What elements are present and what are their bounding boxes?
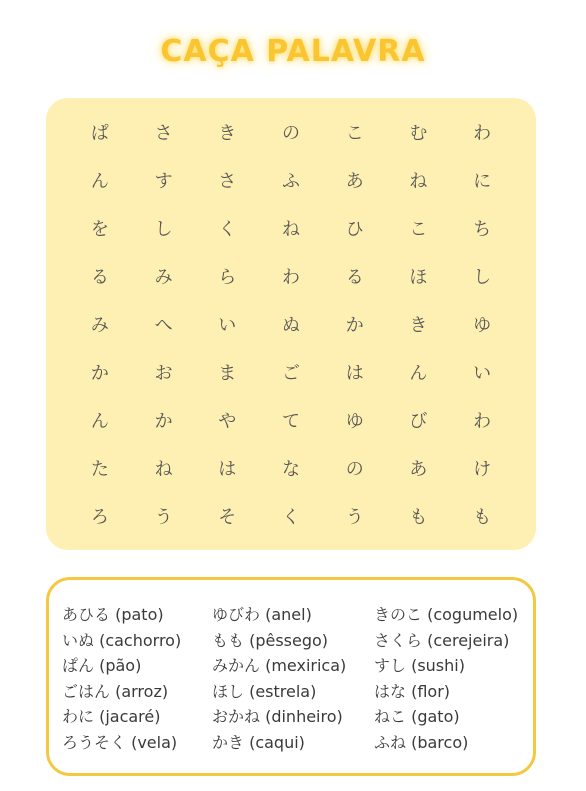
word-list-item: ごはん (arroz) <box>62 681 169 701</box>
grid-cell[interactable]: な <box>281 459 300 480</box>
grid-cell[interactable]: ご <box>281 363 300 384</box>
grid-cell[interactable]: ち <box>473 219 492 240</box>
grid-cell[interactable]: そ <box>218 507 237 528</box>
grid-cell[interactable]: き <box>409 315 428 336</box>
word-list-item: はな (flor) <box>374 681 451 701</box>
grid-cell[interactable]: へ <box>154 315 173 336</box>
word-list-item: いぬ (cachorro) <box>62 630 182 650</box>
word-list-item: かき (caqui) <box>212 732 305 752</box>
grid-cell[interactable]: の <box>345 459 364 480</box>
grid-cell[interactable]: こ <box>409 219 428 240</box>
grid-cell[interactable]: ほ <box>409 267 428 288</box>
grid-cell[interactable]: す <box>154 171 173 192</box>
grid-cell[interactable]: の <box>281 123 300 144</box>
grid-cell[interactable]: か <box>345 315 364 336</box>
grid-cell[interactable]: ひ <box>345 219 364 240</box>
grid-cell[interactable]: ゆ <box>473 315 492 336</box>
word-list-item: ねこ (gato) <box>374 707 460 726</box>
grid-cell[interactable]: た <box>90 459 109 480</box>
grid-cell[interactable]: む <box>409 123 428 144</box>
grid-cell[interactable]: ん <box>90 171 109 192</box>
grid-cell[interactable]: い <box>473 363 492 384</box>
letter-grid-panel <box>46 98 536 550</box>
grid-cell[interactable]: く <box>281 507 300 528</box>
grid-cell[interactable]: ぱ <box>90 123 109 144</box>
grid-cell[interactable]: び <box>409 411 428 432</box>
grid-cell[interactable]: わ <box>473 411 492 432</box>
grid-cell[interactable]: て <box>281 411 300 432</box>
letter-grid <box>68 108 514 540</box>
grid-cell[interactable]: み <box>154 267 173 288</box>
word-list <box>62 602 532 755</box>
grid-cell[interactable]: る <box>90 267 109 288</box>
grid-cell[interactable]: は <box>345 363 364 384</box>
grid-cell[interactable]: も <box>473 507 492 528</box>
grid-cell[interactable]: ろ <box>90 507 109 528</box>
grid-cell[interactable]: ふ <box>281 171 300 192</box>
word-list-item: ゆびわ (anel) <box>212 605 312 624</box>
grid-cell[interactable]: る <box>345 267 364 288</box>
word-list-panel <box>46 577 536 776</box>
grid-cell[interactable]: け <box>473 459 492 480</box>
grid-cell[interactable]: に <box>473 171 492 192</box>
grid-cell[interactable]: は <box>218 459 237 480</box>
word-list-item: すし (sushi) <box>374 656 465 675</box>
grid-cell[interactable]: お <box>154 363 173 384</box>
grid-cell[interactable]: か <box>154 411 173 432</box>
grid-cell[interactable]: し <box>473 267 492 288</box>
grid-cell[interactable]: わ <box>281 267 300 288</box>
word-list-item: さくら (cerejeira) <box>374 630 510 650</box>
grid-cell[interactable]: ん <box>90 411 109 432</box>
word-list-item: あひる (pato) <box>62 605 164 624</box>
word-list-item: きのこ (cogumelo) <box>374 605 519 624</box>
grid-cell[interactable]: く <box>218 219 237 240</box>
grid-cell[interactable]: ん <box>409 363 428 384</box>
grid-cell[interactable]: ね <box>409 171 428 192</box>
grid-cell[interactable]: さ <box>218 171 237 192</box>
grid-cell[interactable]: を <box>90 219 109 240</box>
word-list-item: わに (jacaré) <box>62 707 161 726</box>
grid-cell[interactable]: み <box>90 315 109 336</box>
grid-cell[interactable]: わ <box>473 123 492 144</box>
word-list-item: おかね (dinheiro) <box>212 707 343 726</box>
word-list-item: もも (pêssego) <box>212 630 329 650</box>
grid-cell[interactable]: う <box>154 507 173 528</box>
grid-cell[interactable]: ら <box>218 267 237 288</box>
grid-cell[interactable]: や <box>218 411 237 432</box>
grid-cell[interactable]: さ <box>154 123 173 144</box>
word-list-item: ぱん (pão) <box>62 656 142 675</box>
word-list-item: みかん (mexirica) <box>212 656 347 675</box>
grid-cell[interactable]: こ <box>345 123 364 144</box>
grid-cell[interactable]: し <box>154 219 173 240</box>
grid-cell[interactable]: い <box>218 315 237 336</box>
grid-cell[interactable]: ゆ <box>345 411 364 432</box>
grid-cell[interactable]: あ <box>345 171 364 192</box>
grid-cell[interactable]: ま <box>218 363 237 384</box>
word-list-item: ろうそく (vela) <box>62 732 178 752</box>
grid-cell[interactable]: も <box>409 507 428 528</box>
grid-cell[interactable]: き <box>218 123 237 144</box>
grid-cell[interactable]: う <box>345 507 364 528</box>
grid-cell[interactable]: ね <box>154 459 173 480</box>
grid-cell[interactable]: ぬ <box>281 315 300 336</box>
grid-cell[interactable]: か <box>90 363 109 384</box>
page-title: CAÇA PALAVRA <box>160 34 426 69</box>
grid-cell[interactable]: ね <box>281 219 300 240</box>
word-list-item: ほし (estrela) <box>212 681 317 701</box>
word-list-item: ふね (barco) <box>374 732 469 752</box>
grid-cell[interactable]: あ <box>409 459 428 480</box>
